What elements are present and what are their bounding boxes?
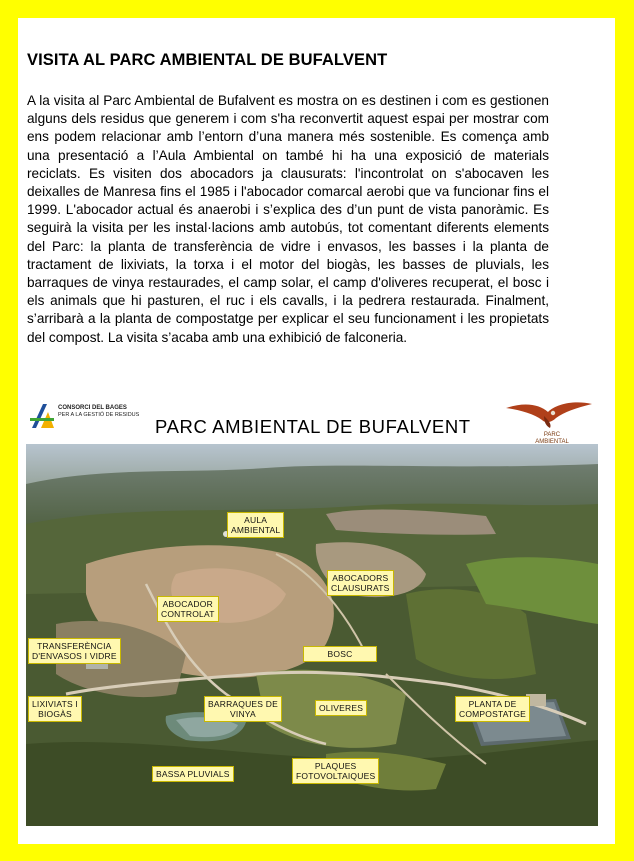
parc-logo-line-1: PARC	[543, 432, 561, 438]
label-bosc: BOSC	[303, 646, 377, 662]
consorci-line-2: PER A LA GESTIÓ DE RESIDUS	[58, 412, 140, 418]
consorci-logo	[28, 400, 148, 436]
consorci-logo-text	[58, 405, 139, 419]
parc-logo-line-2: AMBIENTAL	[535, 438, 569, 445]
bird-icon	[504, 398, 594, 432]
label-planta-compostatge: PLANTA DE COMPOSTATGE	[455, 696, 530, 722]
label-barraques-vinya: BARRAQUES DE VINYA	[204, 696, 282, 722]
label-bassa-pluvials: BASSA PLUVIALS	[152, 766, 234, 782]
document-page	[18, 18, 615, 844]
label-abocador-controlat: ABOCADOR CONTROLAT	[157, 596, 219, 622]
article-title: VISITA AL PARC AMBIENTAL DE BUFALVENT	[27, 51, 388, 69]
article-body: A la visita al Parc Ambiental de Bufalvent es mostra on es destinen i com es gestionen alguns dels residus que generem i com s'ha reconvertit aquest espai per mostrar com ens podem relacionar amb l’entorn d’una manera més sostenible. Es comença amb una presentació a l’Aula Ambiental on també hi ha una exposició de materials reciclats. Es visiten dos abocadors ja clausurats: l'incontrolat on s'abocaven les deixalles de Manresa fins el 1985 i l'abocador comarcal aerobi que va funcionar fins el 1999. L'abocador actual és anaerobi i s’explica des d’un punt de vista panoràmic. Es seguirà la visita per les instal·lacions amb autobús, tot comentant diferents elements del Parc: la planta de transferència de vidre i envasos, les basses i la planta de tractament de lixiviats, la torxa i el motor del biogàs, les basses de pluvials, les barraques de vinya restaurades, el camp solar, el camp d'oliveres recuperat, el bosc i els animals que hi pasturen, el ruc i els cavalls, i la pedrera restaurada. Finalment, s’arribarà a la planta de compostatge per explicar el seu funcionament i les propietats del compost. La visita s’acaba amb una exhibició de falconeria.	[27, 93, 549, 345]
label-transferencia: TRANSFERÈNCIA D'ENVASOS I VIDRE	[28, 638, 121, 664]
label-abocadors-clausurats: ABOCADORS CLAUSURATS	[327, 570, 394, 596]
label-oliveres: OLIVERES	[315, 700, 367, 716]
photo-title: PARC AMBIENTAL DE BUFALVENT	[155, 416, 471, 437]
label-plaques-fotovoltaiques: PLAQUES FOTOVOLTAIQUES	[292, 758, 379, 784]
consorci-line-1: CONSORCI DEL BAGES	[58, 405, 127, 411]
aerial-photo	[26, 444, 598, 826]
consorci-mark-icon	[28, 400, 58, 432]
label-aula-ambiental: AULA AMBIENTAL	[227, 512, 284, 538]
label-lixiviats-biogas: LIXIVIATS I BIOGÀS	[28, 696, 82, 722]
